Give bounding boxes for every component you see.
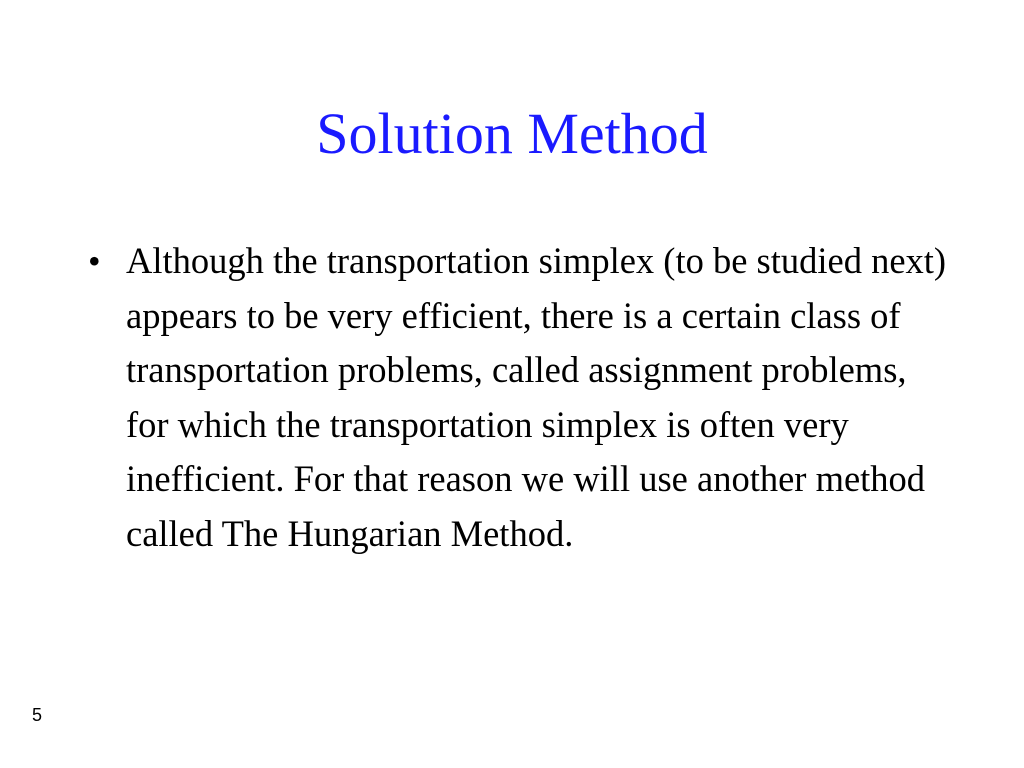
bullet-list [88,234,948,561]
bullet-text: Although the transportation simplex (to be studied next) appears to be very efficient, there is a certain class of transportation problems, called assignment problems, for which the transportation simplex is often very inefficient. For that reason we will use another method called The Hungarian Method. [126,240,947,554]
bullet-marker-icon: • [88,241,101,281]
slide-title: Solution Method [316,101,708,166]
bullet-item [88,234,948,561]
page-number: 5 [32,705,43,725]
